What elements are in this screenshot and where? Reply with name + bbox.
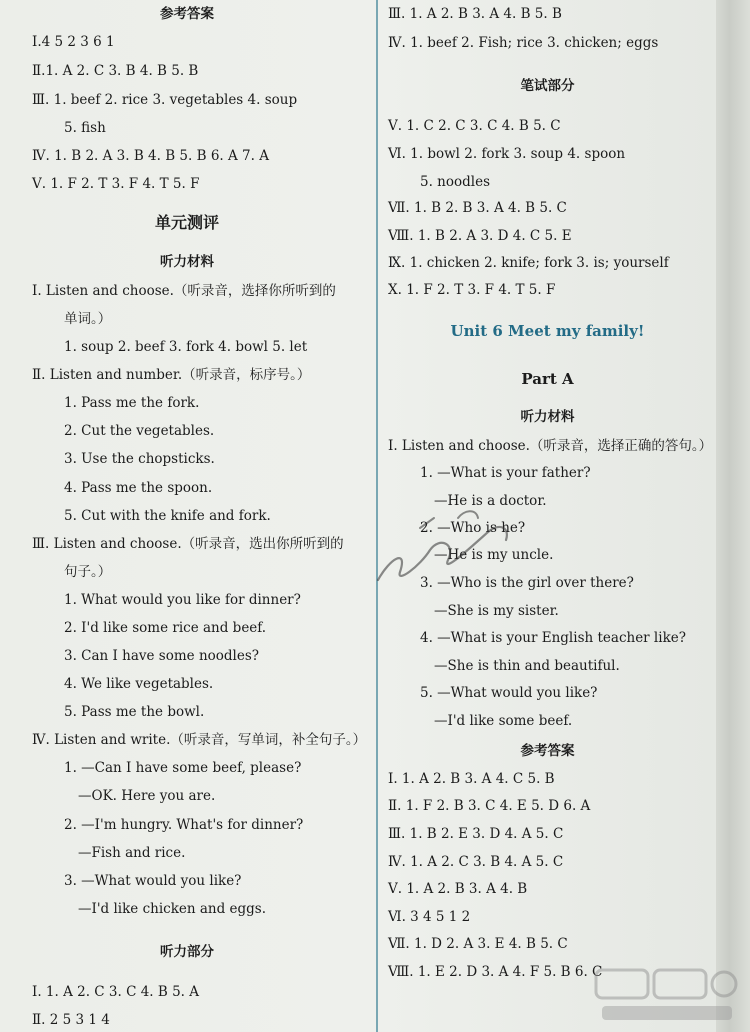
unit-title: Unit 6 Meet my family! [450,322,645,340]
script-line: 1. —Can I have some beef, please? [64,760,302,776]
script-line: —He is my uncle. [434,547,554,563]
answer-line: Ⅴ. 1. C 2. C 3. C 4. B 5. C [388,118,561,134]
script-line: —He is a doctor. [434,493,547,509]
answer-line: Ⅲ. 1. A 2. B 3. A 4. B 5. B [388,6,562,22]
answer-line: Ⅹ. 1. F 2. T 3. F 4. T 5. F [388,282,556,298]
answer-line: Ⅱ. 2 5 3 1 4 [32,1012,110,1028]
answer-line: Ⅵ. 1. bowl 2. fork 3. soup 4. spoon [388,146,626,162]
answer-line: Ⅰ. 1. A 2. B 3. A 4. C 5. B [388,771,555,787]
answer-line: Ⅲ. 1. beef 2. rice 3. vegetables 4. soup [32,92,298,108]
script-line: 4. We like vegetables. [64,676,214,692]
script-line: —OK. Here you are. [78,788,216,804]
part-title: Part A [521,370,574,388]
answer-line: Ⅰ. 1. A 2. C 3. C 4. B 5. A [32,984,200,1000]
answer-line: Ⅶ. 1. B 2. B 3. A 4. B 5. C [388,200,567,216]
answer-line: 5. fish [64,120,106,136]
section-heading-unit-test: 单元测评 [154,213,219,232]
answer-line: Ⅳ. 1. B 2. A 3. B 4. B 5. B 6. A 7. A [32,148,269,164]
handwriting-scribble [360,488,540,598]
answer-line: Ⅳ. 1. A 2. C 3. B 4. A 5. C [388,854,564,870]
answer-line: Ⅵ. 3 4 5 1 2 [388,909,471,925]
script-line: 2. —Who is he? [420,520,526,536]
script-line: —I'd like chicken and eggs. [78,901,267,917]
script-line: 1. soup 2. beef 3. fork 4. bowl 5. let [64,339,308,355]
answer-line: Ⅷ. 1. E 2. D 3. A 4. F 5. B 6. C [388,964,603,980]
answer-line: Ⅴ. 1. A 2. B 3. A 4. B [388,881,528,897]
instruction-line: Ⅲ. Listen and choose.（听录音，选出你所听到的 [32,536,344,552]
script-line: 5. —What would you like? [420,685,598,701]
script-line: 3. —What would you like? [64,873,242,889]
instruction-line: Ⅰ. Listen and choose.（听录音，选择你所听到的 [32,283,336,299]
script-line: 3. Use the chopsticks. [64,451,215,467]
script-line: —She is thin and beautiful. [434,658,620,674]
script-line: 2. I'd like some rice and beef. [64,620,267,636]
script-line: 3. Can I have some noodles? [64,648,260,664]
section-heading-answers: 参考答案 [520,743,575,759]
script-line: 2. —I'm hungry. What's for dinner? [64,817,304,833]
script-line: —Fish and rice. [78,845,186,861]
section-heading-listening-part: 听力部分 [160,944,214,960]
script-line: —She is my sister. [434,603,559,619]
section-heading-listening-material: 听力材料 [520,409,575,425]
answer-line: 5. noodles [420,174,490,190]
answer-line: Ⅱ. 1. F 2. B 3. C 4. E 5. D 6. A [388,798,591,814]
answer-line: Ⅲ. 1. B 2. E 3. D 4. A 5. C [388,826,564,842]
script-line: 4. —What is your English teacher like? [420,630,686,646]
section-heading-written-part: 笔试部分 [520,78,575,94]
answer-line: Ⅰ.4 5 2 3 6 1 [32,34,115,50]
instruction-line: 句子。） [64,564,112,580]
script-line: 1. Pass me the fork. [64,395,200,411]
script-line: 1. What would you like for dinner? [64,592,301,608]
answer-line: Ⅳ. 1. beef 2. Fish; rice 3. chicken; eggs [388,35,659,51]
answer-line: Ⅴ. 1. F 2. T 3. F 4. T 5. F [32,176,200,192]
instruction-line: 单词。） [64,311,112,327]
script-line: —I'd like some beef. [434,713,573,729]
answer-line: Ⅸ. 1. chicken 2. knife; fork 3. is; yourself [388,255,669,271]
section-heading-listening-material: 听力材料 [160,254,214,270]
script-line: 4. Pass me the spoon. [64,480,213,496]
instruction-line: Ⅳ. Listen and write.（听录音，写单词，补全句子。） [32,732,367,748]
watermark-logo [592,964,742,1026]
section-heading-answers: 参考答案 [160,6,214,22]
instruction-line: Ⅱ. Listen and number.（听录音，标序号。） [32,367,311,383]
script-line: 3. —Who is the girl over there? [420,575,634,591]
answer-line: Ⅱ.1. A 2. C 3. B 4. B 5. B [32,63,199,79]
script-line: 5. Pass me the bowl. [64,704,205,720]
page-edge [716,0,750,1032]
script-line: 1. —What is your father? [420,465,591,481]
answer-line: Ⅷ. 1. B 2. A 3. D 4. C 5. E [388,228,572,244]
instruction-line: Ⅰ. Listen and choose.（听录音，选择正确的答句。） [388,438,713,454]
answer-line: Ⅶ. 1. D 2. A 3. E 4. B 5. C [388,936,568,952]
script-line: 5. Cut with the knife and fork. [64,508,271,524]
script-line: 2. Cut the vegetables. [64,423,215,439]
